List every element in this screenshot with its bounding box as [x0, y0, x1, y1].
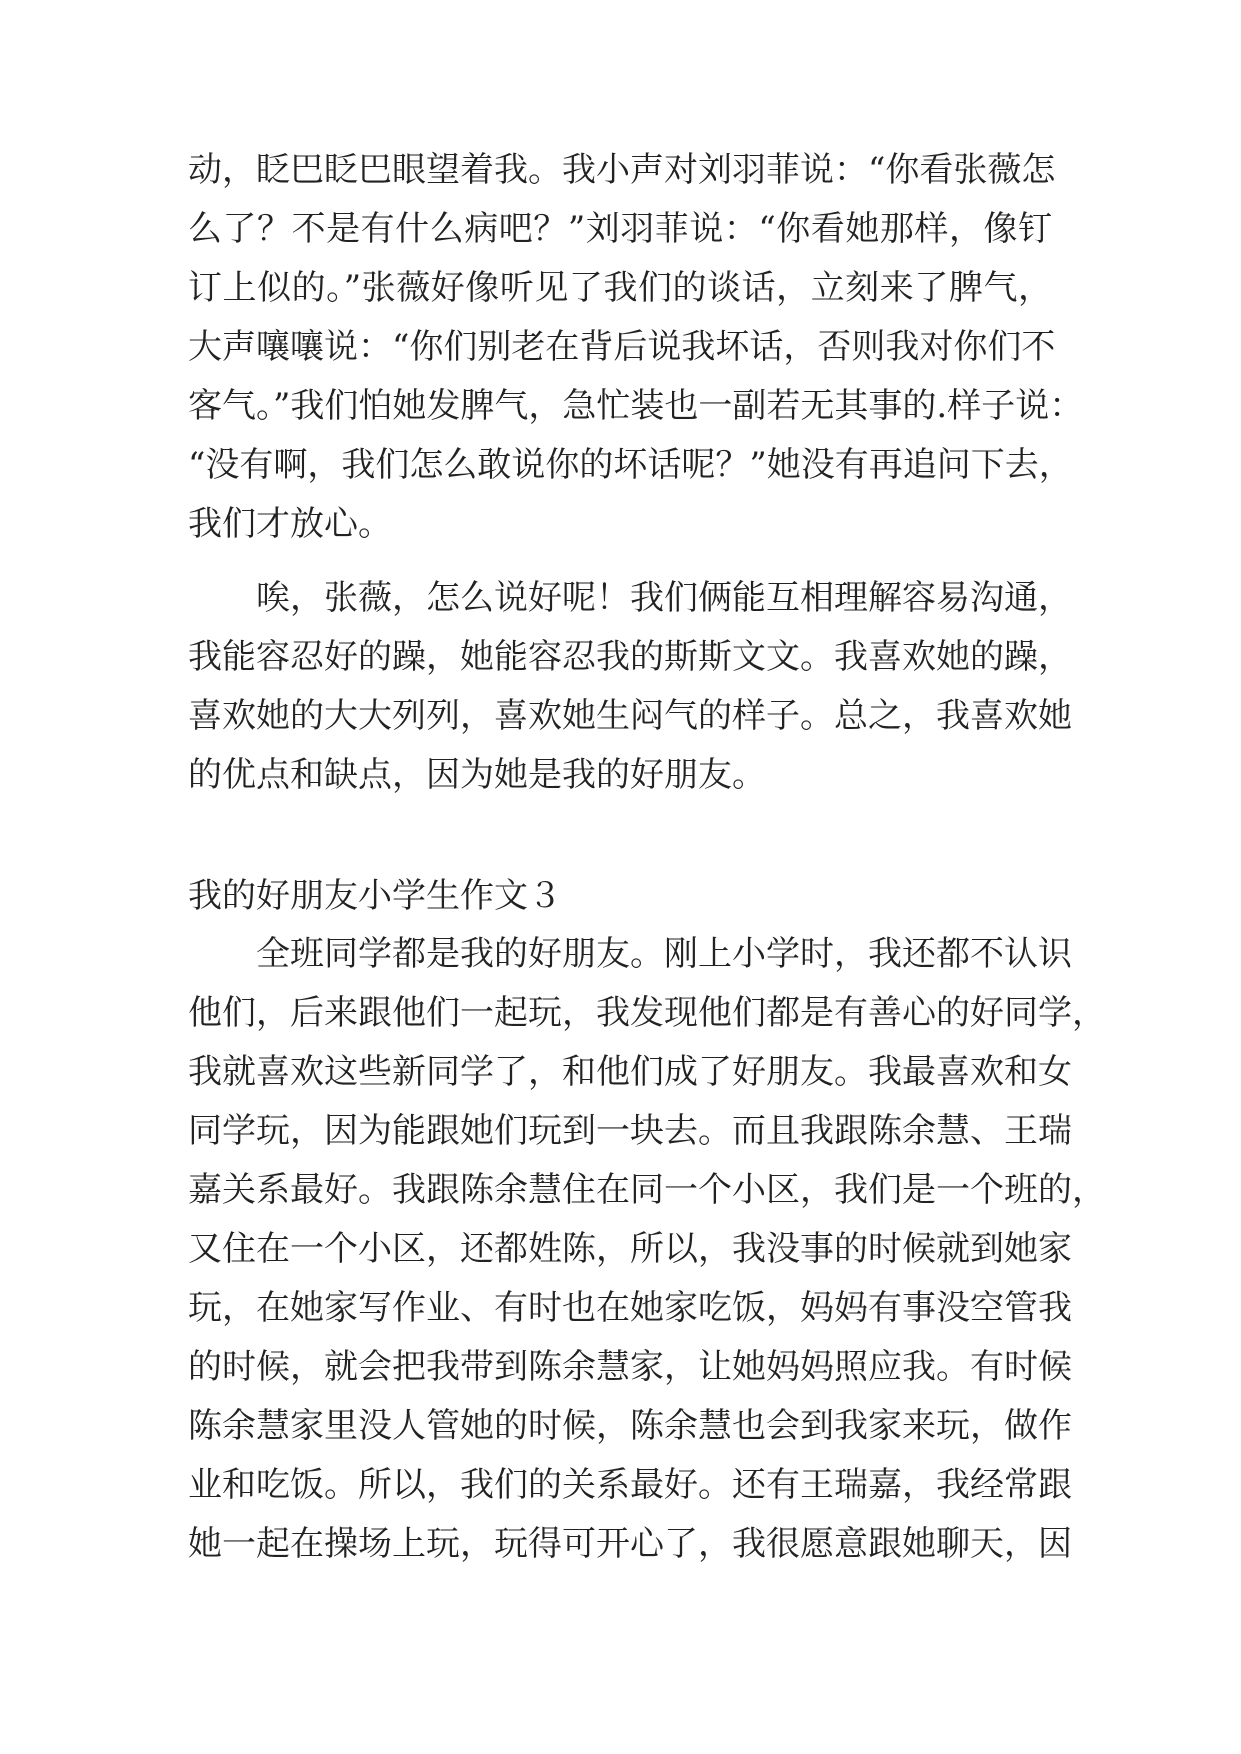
paragraph-line: 唉，张薇，怎么说好呢！我们俩能互相理解容易沟通，	[256, 578, 1072, 618]
paragraph-line: 么了？不是有什么病吧？”刘羽菲说：“你看她那样，像钉	[188, 209, 1052, 249]
paragraph-line: 玩，在她家写作业、有时也在她家吃饭，妈妈有事没空管我	[188, 1288, 1072, 1328]
paragraph-line: 喜欢她的大大列列，喜欢她生闷气的样子。总之，我喜欢她	[188, 696, 1072, 736]
section-heading: 我的好朋友小学生作文３	[188, 876, 562, 916]
paragraph-line: 客气。”我们怕她发脾气，急忙装也一副若无其事的.样子说：	[188, 386, 1084, 426]
paragraph-line: 业和吃饭。所以，我们的关系最好。还有王瑞嘉，我经常跟	[188, 1465, 1072, 1505]
paragraph-line: 全班同学都是我的好朋友。刚上小学时，我还都不认识	[256, 934, 1072, 974]
paragraph-line: 他们，后来跟他们一起玩，我发现他们都是有善心的好同学，	[188, 993, 1106, 1033]
paragraph-line: 动，眨巴眨巴眼望着我。我小声对刘羽菲说：“你看张薇怎	[188, 150, 1056, 190]
paragraph-line: 的时候，就会把我带到陈余慧家，让她妈妈照应我。有时候	[188, 1347, 1072, 1387]
paragraph-line: 同学玩，因为能跟她们玩到一块去。而且我跟陈余慧、王瑞	[188, 1111, 1072, 1151]
paragraph-line: 又住在一个小区，还都姓陈，所以，我没事的时候就到她家	[188, 1229, 1072, 1269]
paragraph-line: 大声嚷嚷说：“你们别老在背后说我坏话，否则我对你们不	[188, 327, 1056, 367]
paragraph-line: 我能容忍好的躁，她能容忍我的斯斯文文。我喜欢她的躁，	[188, 637, 1072, 677]
paragraph-line: 我就喜欢这些新同学了，和他们成了好朋友。我最喜欢和女	[188, 1052, 1072, 1092]
paragraph-line: 的优点和缺点，因为她是我的好朋友。	[188, 755, 766, 795]
paragraph-line: 陈余慧家里没人管她的时候，陈余慧也会到我家来玩，做作	[188, 1406, 1072, 1446]
paragraph-line: 嘉关系最好。我跟陈余慧住在同一个小区，我们是一个班的，	[188, 1170, 1106, 1210]
paragraph-line: 我们才放心。	[188, 504, 392, 544]
paragraph-line: “没有啊，我们怎么敢说你的坏话呢？”她没有再追问下去，	[188, 445, 1073, 485]
paragraph-line: 订上似的。”张薇好像听见了我们的谈话，立刻来了脾气，	[188, 268, 1052, 308]
paragraph-line: 她一起在操场上玩，玩得可开心了，我很愿意跟她聊天，因	[188, 1524, 1072, 1564]
